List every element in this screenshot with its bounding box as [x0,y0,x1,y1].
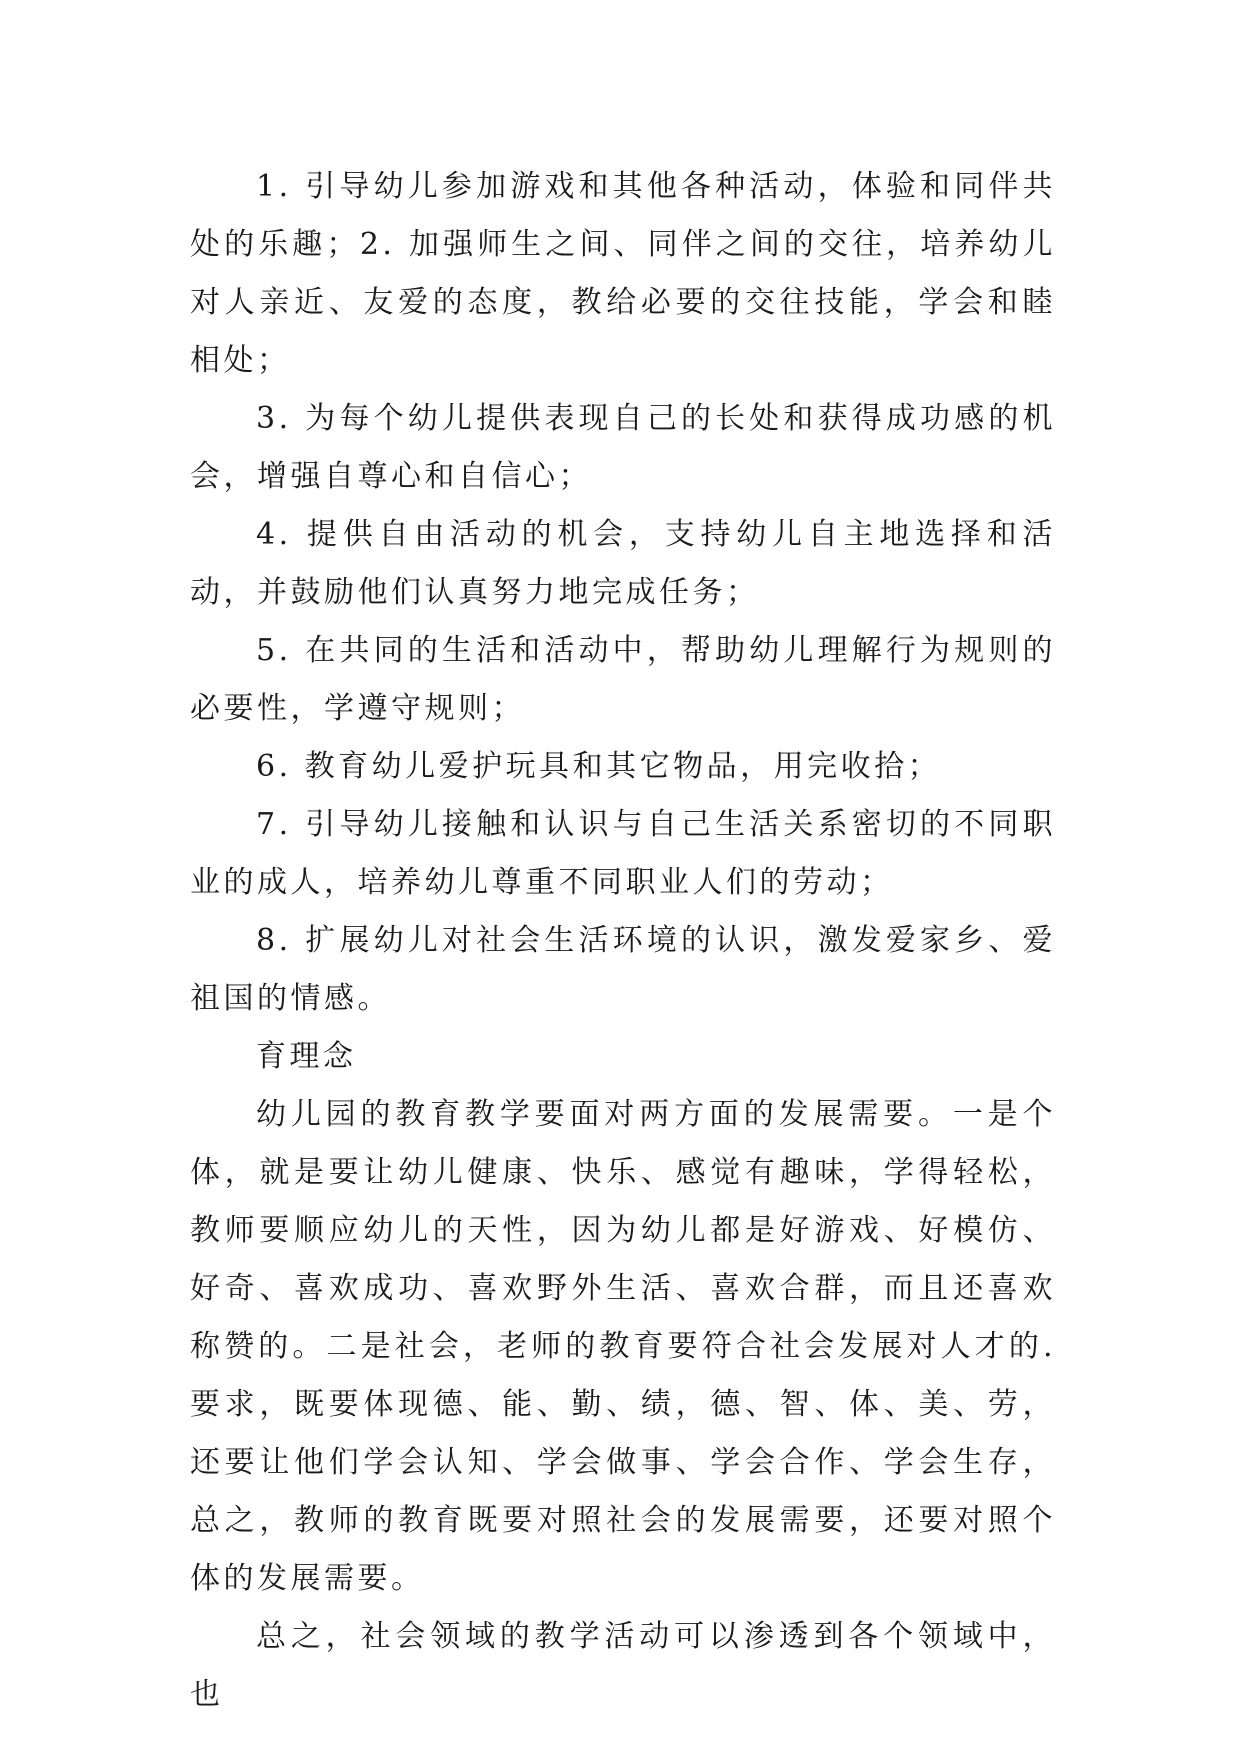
paragraph-goal-7: 7. 引导幼儿接触和认识与自己生活关系密切的不同职业的成人，培养幼儿尊重不同职业人们的劳动； [190,807,1056,900]
paragraph-philosophy: 幼儿园的教育教学要面对两方面的发展需要。一是个体，就是要让幼儿健康、快乐、感觉有趣味，学得轻松，教师要顺应幼儿的天性，因为幼儿都是好游戏、好模仿、好奇、喜欢成功、喜欢野外生活、喜欢合群，而且还喜欢称赞的。二是社会，老师的教育要符合社会发展对人才的. 要求，既要体现德、能、勤、绩，德、智、体、美、劳，还要让他们学会认知、学会做事、学会合作、学会生存，总之，教师的教育既要对照社会的发展需要，还要对照个体的发展需要。 [190,1097,1056,1596]
paragraph-goal-6: 6. 教育幼儿爱护玩具和其它物品，用完收拾； [256,749,942,784]
paragraph-goal-8: 8. 扩展幼儿对社会生活环境的认识，激发爱家乡、爱祖国的情感。 [190,923,1056,1016]
paragraph-goal-3: 3. 为每个幼儿提供表现自己的长处和获得成功感的机会，增强自尊心和自信心； [190,401,1056,494]
paragraph-goal-4: 4. 提供自由活动的机会，支持幼儿自主地选择和活动，并鼓励他们认真努力地完成任务； [190,517,1056,610]
section-heading: 育理念 [256,1039,357,1074]
document-body [190,158,1056,1724]
paragraph-summary: 总之，社会领域的教学活动可以渗透到各个领域中，也 [190,1619,1056,1712]
paragraph-goal-1-2: 1. 引导幼儿参加游戏和其他各种活动，体验和同伴共处的乐趣；2. 加强师生之间、同伴之间的交往，培养幼儿对人亲近、友爱的态度，教给必要的交往技能，学会和睦相处； [190,169,1056,378]
paragraph-goal-5: 5. 在共同的生活和活动中，帮助幼儿理解行为规则的必要性，学遵守规则； [190,633,1056,726]
